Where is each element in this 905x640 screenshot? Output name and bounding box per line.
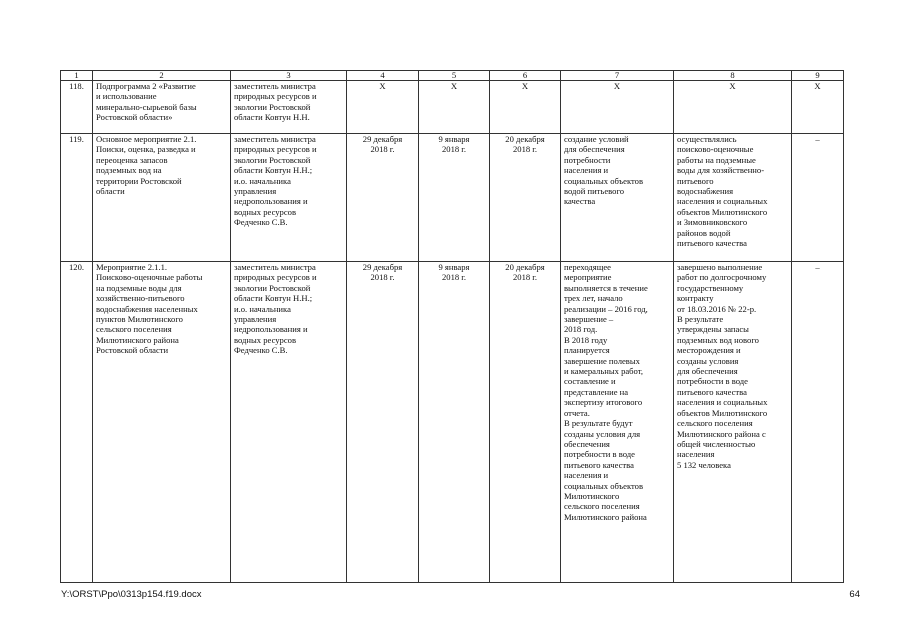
actual-start-cell (419, 262, 490, 583)
problems-cell (792, 262, 844, 583)
table-row (61, 134, 844, 262)
column-number: 2 (93, 71, 231, 81)
actual-end-cell (490, 134, 561, 262)
actual-start-text: Х (450, 81, 458, 91)
responsible-cell (231, 81, 347, 134)
achieved-result-cell (674, 81, 792, 134)
program-name-text: Подпрограмма 2 «Развитие и использование минерально-сырьевой базы Ростовской области» (96, 81, 197, 123)
problems-text: Х (814, 81, 821, 91)
program-name-cell (93, 81, 231, 134)
column-number: 3 (231, 71, 347, 81)
responsible-cell (231, 262, 347, 583)
actual-start-text: 9 января 2018 г. (438, 262, 470, 283)
footer-file-path: Y:\ORST\Ppo\0313p154.f19.docx (61, 589, 202, 600)
row-number-text: 119. (69, 134, 84, 144)
column-number: 1 (61, 71, 93, 81)
column-number: 7 (561, 71, 674, 81)
responsible-text: заместитель министра природных ресурсов и экологии Ростовской области Ковтун Н.Н.; и.о. начальника управления недропользования и водных ресурсов Федченко С.В. (234, 134, 317, 228)
table-row (61, 81, 844, 134)
table-row (61, 262, 844, 583)
column-number: 9 (792, 71, 844, 81)
row-number (61, 134, 93, 262)
responsible-text: заместитель министра природных ресурсов и экологии Ростовской области Ковтун Н.Н. (234, 81, 317, 123)
report-table (60, 70, 844, 583)
expected-result-text: создание условий для обеспечения потребности населения и социальных объектов водой питьевого качества (564, 134, 643, 207)
actual-end-text: 20 декабря 2018 г. (505, 134, 545, 155)
actual-end-text: Х (521, 81, 529, 91)
planned-end-text: Х (379, 81, 386, 91)
achieved-result-text: завершено выполнение работ по долгосрочному государственному контракту от 18.03.2016 № 22-р. В результате утверждены запасы подземных вод нового месторождения и созданы условия для обеспечения потребности в воде питьевого качества населения и социальных объектов Милютинского сельского поселения Милютинского района с общей численностью населения 5 132 человека (677, 262, 768, 470)
column-number: 4 (347, 71, 419, 81)
planned-end-cell (347, 134, 419, 262)
program-name-text: Мероприятие 2.1.1. Поисково-оценочные работы на подземные воды для хозяйственно-питьевого водоснабжения населенных пунктов Милютинского сельского поселения Милютинского района Ростовской области (96, 262, 203, 356)
row-number (61, 262, 93, 583)
problems-text: – (815, 262, 820, 272)
row-number-text: 118. (69, 81, 84, 91)
expected-result-text: переходящее мероприятие выполняется в течение трех лет, начало реализации – 2016 год, завершение – 2018 год. В 2018 году планируется завершение полевых и камеральных работ, составление и представление на экспертизу итогового отчета. В результате будут созданы условия для обеспечения потребности в воде питьевого качества населения и социальных объектов Милютинского сельского поселения Милютинского района (564, 262, 648, 522)
expected-result-cell (561, 81, 674, 134)
achieved-result-text: осуществлялись поисково-оценочные работы на подземные воды для хозяйственно- питьевого водоснабжения населения и социальных объектов Милютинского и Зимовниковского районов водой питьевого качества (677, 134, 768, 249)
column-number-row (61, 71, 844, 81)
actual-end-text: 20 декабря 2018 г. (505, 262, 545, 283)
column-number: 8 (674, 71, 792, 81)
achieved-result-cell (674, 262, 792, 583)
planned-end-cell (347, 81, 419, 134)
problems-cell (792, 134, 844, 262)
planned-end-text: 29 декабря 2018 г. (362, 134, 403, 155)
planned-end-text: 29 декабря 2018 г. (362, 262, 403, 283)
footer-page-number: 64 (849, 589, 860, 600)
column-number: 5 (419, 71, 490, 81)
expected-result-cell (561, 134, 674, 262)
program-name-cell (93, 262, 231, 583)
actual-start-cell (419, 81, 490, 134)
actual-end-cell (490, 81, 561, 134)
planned-end-cell (347, 262, 419, 583)
problems-text: – (815, 134, 820, 144)
actual-start-text: 9 января 2018 г. (438, 134, 470, 155)
column-number: 6 (490, 71, 561, 81)
actual-end-cell (490, 262, 561, 583)
responsible-cell (231, 134, 347, 262)
program-name-text: Основное мероприятие 2.1. Поиски, оценка, разведка и переоценка запасов подземных вод на территории Ростовской области (96, 134, 197, 197)
expected-result-text: Х (613, 81, 621, 91)
program-name-cell (93, 134, 231, 262)
actual-start-cell (419, 134, 490, 262)
row-number (61, 81, 93, 134)
expected-result-cell (561, 262, 674, 583)
problems-cell (792, 81, 844, 134)
responsible-text: заместитель министра природных ресурсов и экологии Ростовской области Ковтун Н.Н.; и.о. начальника управления недропользования и водных ресурсов Федченко С.В. (234, 262, 317, 356)
row-number-text: 120. (68, 262, 85, 272)
achieved-result-cell (674, 134, 792, 262)
achieved-result-text: Х (729, 81, 736, 91)
